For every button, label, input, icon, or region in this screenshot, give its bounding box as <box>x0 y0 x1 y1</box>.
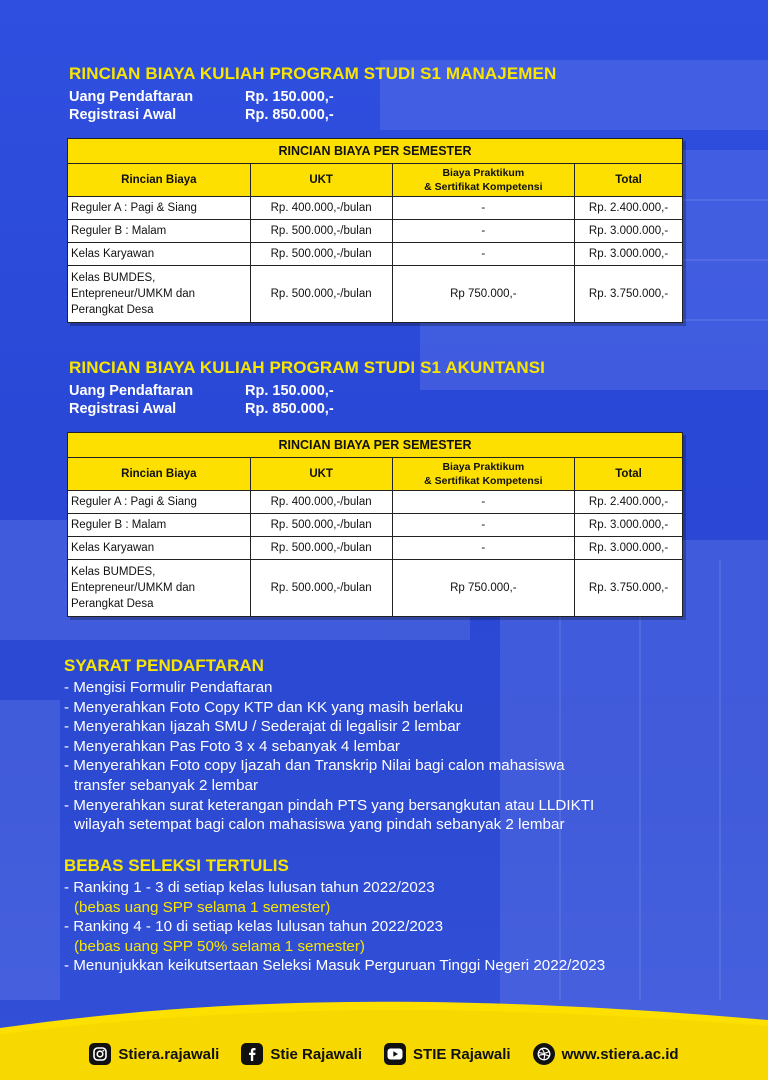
row-ukt: Rp. 500.000,-/bulan <box>250 514 392 537</box>
website-url: www.stiera.ac.id <box>561 1045 679 1063</box>
instagram-icon <box>89 1043 111 1065</box>
header-praktikum <box>392 458 575 491</box>
fee-line-registrasi-awal <box>69 107 334 123</box>
list-item-continuation: wilayah setempat bagi calon mahasiswa yang pindah sebanyak 2 lembar <box>74 816 565 834</box>
row-ukt: Rp. 500.000,-/bulan <box>250 537 392 560</box>
table-row <box>68 491 683 514</box>
row-name-line2: Entepreneur/UMKM dan <box>71 288 196 300</box>
manajemen-title: RINCIAN BIAYA KULIAH PROGRAM STUDI S1 MANAJEMEN <box>69 64 557 83</box>
fee-value: Rp. 850.000,- <box>245 107 334 123</box>
fee-line-uang-pendaftaran <box>69 89 334 105</box>
list-item: - Menyerahkan Pas Foto 3 x 4 sebanyak 4 lembar <box>64 737 400 755</box>
table-row <box>68 266 683 323</box>
row-ukt: Rp. 400.000,-/bulan <box>250 197 392 220</box>
youtube-link[interactable] <box>384 1043 511 1065</box>
list-item: - Menyerahkan Foto Copy KTP dan KK yang masih berlaku <box>64 698 464 716</box>
header-ukt: UKT <box>250 458 392 491</box>
globe-icon <box>533 1043 555 1065</box>
fee-line-uang-pendaftaran <box>69 383 334 399</box>
header-ukt: UKT <box>250 164 392 197</box>
header-praktikum-line2: & Sertifikat Kompetensi <box>424 475 543 487</box>
list-item <box>64 878 605 917</box>
row-name: Reguler B : Malam <box>68 514 251 537</box>
row-name-line3: Perangkat Desa <box>71 598 154 610</box>
list-item-line: - Ranking 1 - 3 di setiap kelas lulusan tahun 2022/2023 <box>64 879 435 896</box>
row-total: Rp. 3.000.000,- <box>575 514 683 537</box>
row-name: Reguler B : Malam <box>68 220 251 243</box>
fee-value: Rp. 850.000,- <box>245 401 334 417</box>
fee-value: Rp. 150.000,- <box>245 89 334 105</box>
row-total: Rp. 2.400.000,- <box>575 491 683 514</box>
row-praktikum: - <box>392 491 575 514</box>
row-name <box>68 560 251 617</box>
table-title: RINCIAN BIAYA PER SEMESTER <box>68 433 683 458</box>
table-row <box>68 220 683 243</box>
row-name-line3: Perangkat Desa <box>71 304 154 316</box>
table-row <box>68 514 683 537</box>
row-total: Rp. 3.750.000,- <box>575 266 683 323</box>
fee-label: Registrasi Awal <box>69 107 177 123</box>
table-row <box>68 560 683 617</box>
header-praktikum-line1: Biaya Praktikum <box>442 461 525 473</box>
list-item <box>64 796 594 835</box>
instagram-link[interactable] <box>89 1043 219 1065</box>
row-name <box>68 266 251 323</box>
table-row <box>68 243 683 266</box>
fee-value: Rp. 150.000,- <box>245 383 334 399</box>
row-praktikum: - <box>392 220 575 243</box>
row-name: Reguler A : Pagi & Siang <box>68 491 251 514</box>
row-name-line1: Kelas BUMDES, <box>71 272 156 284</box>
row-ukt: Rp. 500.000,-/bulan <box>250 220 392 243</box>
fee-label: Registrasi Awal <box>69 401 177 417</box>
row-total: Rp. 3.750.000,- <box>575 560 683 617</box>
header-total: Total <box>575 458 683 491</box>
list-item-line: - Menyerahkan surat keterangan pindah PTS yang bersangkutan atau LLDIKTI <box>64 796 595 814</box>
header-praktikum-line1: Biaya Praktikum <box>442 167 525 179</box>
row-ukt: Rp. 400.000,-/bulan <box>250 491 392 514</box>
fee-label: Uang Pendaftaran <box>69 383 194 399</box>
row-praktikum: - <box>392 537 575 560</box>
list-item <box>64 756 594 795</box>
footer-social-bar <box>0 1028 768 1080</box>
facebook-link[interactable] <box>241 1043 362 1065</box>
website-link[interactable] <box>533 1043 679 1065</box>
header-rincian: Rincian Biaya <box>68 164 251 197</box>
youtube-handle: STIE Rajawali <box>413 1045 511 1063</box>
instagram-handle: Stiera.rajawali <box>118 1045 220 1063</box>
bebas-list <box>64 878 605 976</box>
youtube-icon <box>384 1043 406 1065</box>
header-praktikum <box>392 164 575 197</box>
header-rincian: Rincian Biaya <box>68 458 251 491</box>
list-item-note: (bebas uang SPP 50% selama 1 semester) <box>74 937 365 955</box>
row-name: Kelas Karyawan <box>68 243 251 266</box>
fee-label: Uang Pendaftaran <box>69 89 194 105</box>
row-name-line2: Entepreneur/UMKM dan <box>71 582 196 594</box>
row-ukt: Rp. 500.000,-/bulan <box>250 560 392 617</box>
table-row <box>68 537 683 560</box>
manajemen-fee-table <box>67 138 683 323</box>
akuntansi-fee-table <box>67 432 683 617</box>
list-item-line: - Menyerahkan Foto copy Ijazah dan Transkrip Nilai bagi calon mahasiswa <box>64 757 565 775</box>
row-praktikum: - <box>392 514 575 537</box>
facebook-handle: Stie Rajawali <box>270 1045 363 1063</box>
row-name: Reguler A : Pagi & Siang <box>68 197 251 220</box>
fee-line-registrasi-awal <box>69 401 334 417</box>
row-total: Rp. 2.400.000,- <box>575 197 683 220</box>
bebas-title: BEBAS SELEKSI TERTULIS <box>64 856 289 875</box>
row-praktikum: - <box>392 197 575 220</box>
row-praktikum: Rp 750.000,- <box>392 266 575 323</box>
list-item-continuation: transfer sebanyak 2 lembar <box>74 776 259 794</box>
list-item-note: (bebas uang SPP selama 1 semester) <box>74 898 331 916</box>
list-item: - Mengisi Formulir Pendaftaran <box>64 679 273 696</box>
list-item: - Menyerahkan Ijazah SMU / Sederajat di legalisir 2 lembar <box>64 718 461 736</box>
list-item <box>64 917 605 956</box>
header-praktikum-line2: & Sertifikat Kompetensi <box>424 181 543 193</box>
table-title: RINCIAN BIAYA PER SEMESTER <box>68 139 683 164</box>
facebook-icon <box>241 1043 263 1065</box>
header-total: Total <box>575 164 683 197</box>
row-name: Kelas Karyawan <box>68 537 251 560</box>
row-praktikum: Rp 750.000,- <box>392 560 575 617</box>
row-ukt: Rp. 500.000,-/bulan <box>250 266 392 323</box>
syarat-title: SYARAT PENDAFTARAN <box>64 656 264 675</box>
row-total: Rp. 3.000.000,- <box>575 220 683 243</box>
table-row <box>68 197 683 220</box>
row-total: Rp. 3.000.000,- <box>575 243 683 266</box>
akuntansi-title: RINCIAN BIAYA KULIAH PROGRAM STUDI S1 AKUNTANSI <box>69 358 546 377</box>
row-ukt: Rp. 500.000,-/bulan <box>250 243 392 266</box>
row-total: Rp. 3.000.000,- <box>575 537 683 560</box>
row-praktikum: - <box>392 243 575 266</box>
syarat-list <box>64 678 594 835</box>
list-item-line: - Ranking 4 - 10 di setiap kelas lulusan tahun 2022/2023 <box>64 918 444 936</box>
row-name-line1: Kelas BUMDES, <box>71 566 156 578</box>
list-item: - Menunjukkan keikutsertaan Seleksi Masuk Perguruan Tinggi Negeri 2022/2023 <box>64 957 606 975</box>
